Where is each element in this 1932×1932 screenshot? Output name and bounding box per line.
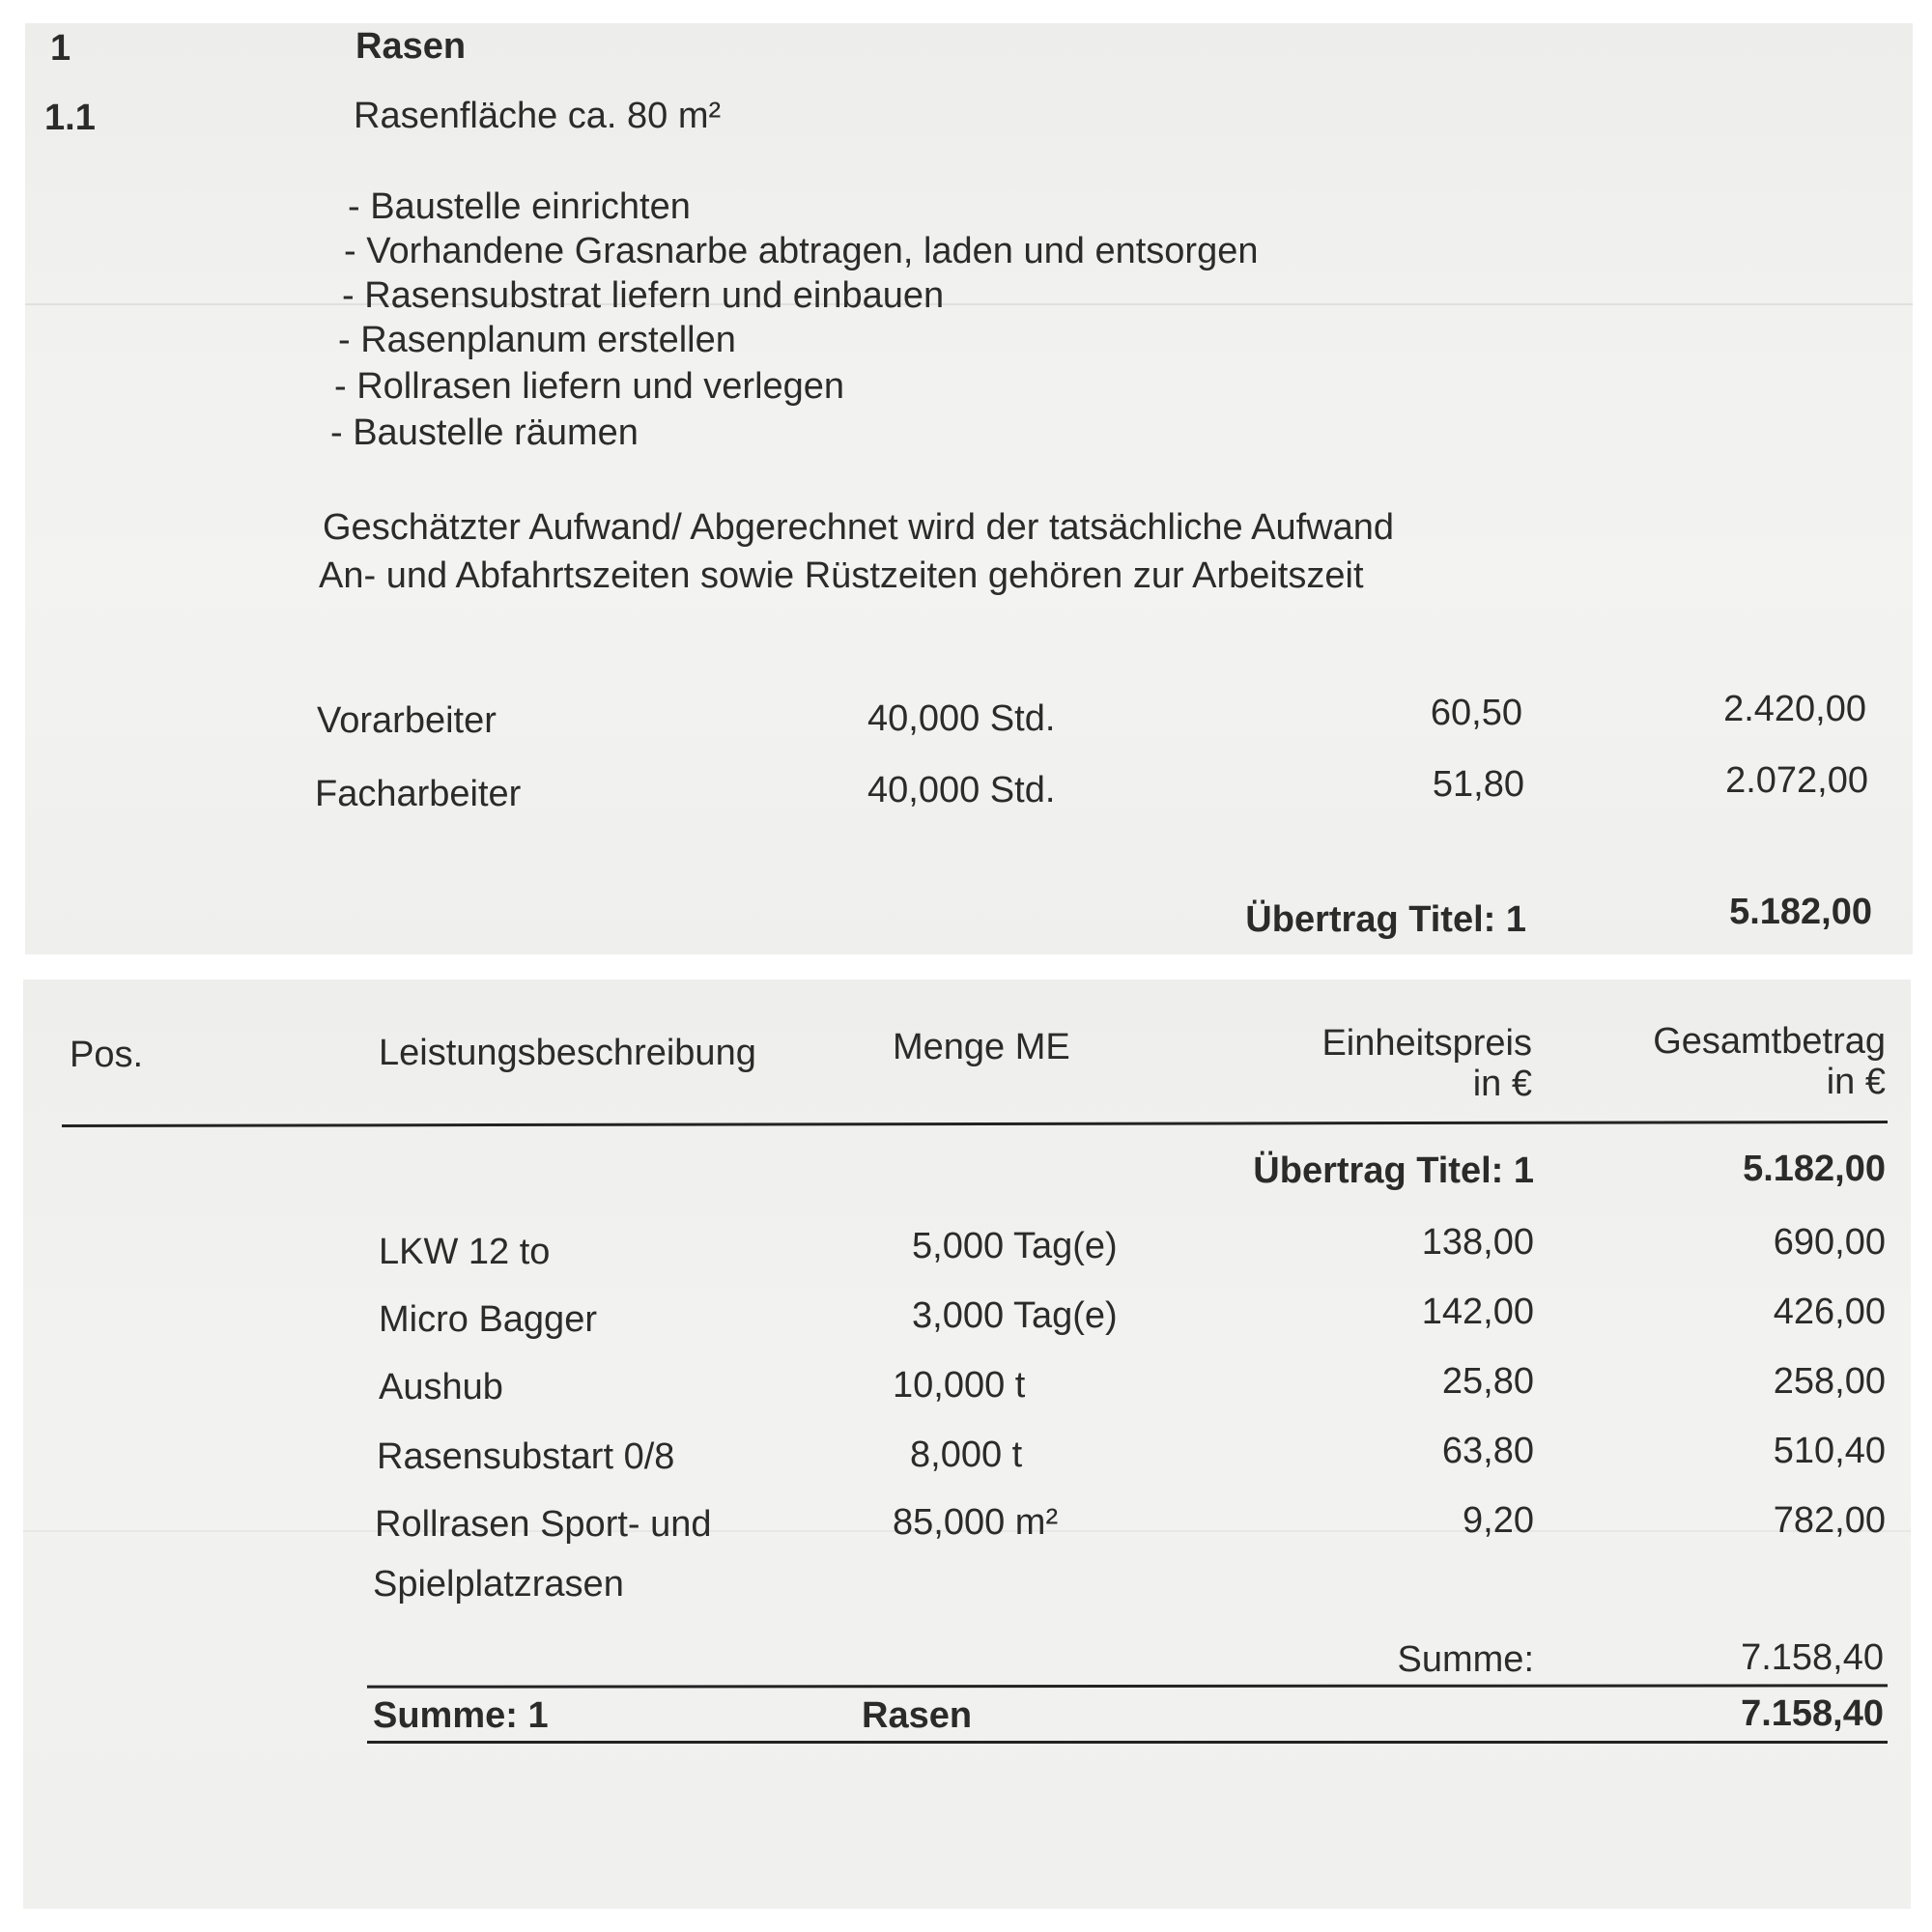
row-unit-price: 25,80 [1441,1361,1534,1402]
row-unit-price: 60,50 [1430,693,1522,733]
carry-label: Übertrag Titel: 1 [1245,899,1526,940]
row-description-continued: Spielplatzrasen [373,1564,624,1605]
note-line: An- und Abfahrtszeiten sowie Rüstzeiten gehören zur Arbeitszeit [319,555,1364,596]
carry-value: 5.182,00 [1729,892,1872,932]
total-label: Summe: 1 [373,1695,549,1736]
header-description: Leistungsbeschreibung [379,1033,756,1073]
section-title: Rasen [355,26,467,67]
row-quantity: 85,000 m² [893,1502,1059,1543]
row-unit-price: 63,80 [1441,1431,1534,1471]
header-total-unit: in € [1826,1062,1886,1102]
row-quantity: 5,000 Tag(e) [912,1226,1118,1266]
row-total: 510,40 [1773,1431,1886,1471]
row-total: 426,00 [1773,1292,1886,1332]
title-position: 1 [50,28,71,69]
task-item: - Rasensubstrat liefern und einbauen [342,275,945,316]
carry-label: Übertrag Titel: 1 [1253,1151,1534,1191]
total-title: Rasen [862,1695,973,1736]
row-unit-price: 138,00 [1421,1222,1534,1263]
row-total: 258,00 [1773,1361,1886,1402]
row-quantity: 3,000 Tag(e) [912,1295,1118,1336]
row-description: Vorarbeiter [317,700,497,741]
task-item: - Baustelle räumen [330,412,639,453]
row-unit-price: 51,80 [1432,764,1524,805]
item-title: Rasenfläche ca. 80 m² [354,96,722,136]
row-description: Rasensubstart 0/8 [377,1436,675,1477]
row-unit-price: 142,00 [1421,1292,1534,1332]
task-item: - Rollrasen liefern und verlegen [334,366,845,407]
task-item: - Baustelle einrichten [348,186,691,227]
row-quantity: 40,000 Std. [867,698,1056,739]
page-fragment-top [25,23,1913,954]
note-line: Geschätzter Aufwand/ Abgerechnet wird der tatsächliche Aufwand [323,507,1394,548]
task-item: - Vorhandene Grasnarbe abtragen, laden und entsorgen [344,231,1259,271]
paper-fold [25,303,1913,305]
row-quantity: 8,000 t [910,1435,1023,1475]
row-quantity: 10,000 t [893,1365,1026,1406]
row-quantity: 40,000 Std. [867,770,1056,810]
sum-value: 7.158,40 [1741,1637,1884,1678]
row-description: Rollrasen Sport- und [375,1504,712,1545]
row-description: Aushub [379,1367,503,1407]
item-position: 1.1 [44,98,96,138]
carry-value: 5.182,00 [1743,1149,1886,1189]
header-total: Gesamtbetrag [1653,1021,1886,1062]
header-rule [62,1121,1888,1127]
row-description: Micro Bagger [379,1299,597,1340]
header-unit-price-unit: in € [1472,1064,1532,1104]
header-quantity: Menge ME [893,1027,1070,1067]
task-item: - Rasenplanum erstellen [338,320,736,360]
row-description: Facharbeiter [315,774,522,814]
header-pos: Pos. [70,1035,144,1075]
row-unit-price: 9,20 [1463,1500,1534,1541]
header-unit-price: Einheitspreis [1321,1023,1532,1064]
total-rule-top [367,1684,1888,1688]
sum-label: Summe: [1397,1639,1534,1680]
row-total: 782,00 [1773,1500,1886,1541]
row-description: LKW 12 to [379,1232,551,1272]
total-rule-bottom [367,1741,1888,1744]
row-total: 2.420,00 [1723,689,1866,729]
row-total: 2.072,00 [1725,760,1868,801]
total-value: 7.158,40 [1741,1693,1884,1734]
row-total: 690,00 [1773,1222,1886,1263]
page-fragment-bottom [23,980,1911,1909]
